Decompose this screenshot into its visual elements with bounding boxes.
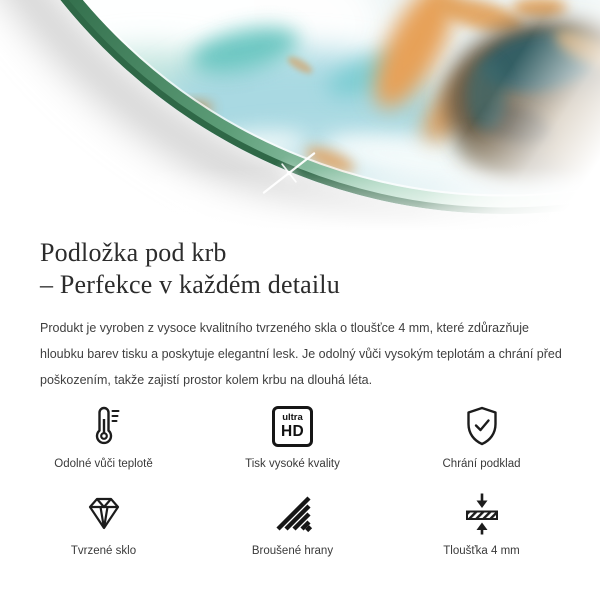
thermometer-icon <box>74 403 134 449</box>
thickness-icon <box>452 490 512 536</box>
page-title <box>40 237 560 301</box>
diamond-icon <box>74 490 134 536</box>
title-line-2: – Perfekce v každém detailu <box>40 270 340 299</box>
glass-plate-photo <box>0 0 600 232</box>
feature-label: Tisk vysoké kvality <box>245 458 340 470</box>
feature-grid <box>9 403 576 557</box>
feature-polished-edges <box>198 490 387 557</box>
title-line-1: Podložka pod krb <box>40 238 227 267</box>
feature-heat-resistant <box>9 403 198 470</box>
ultra-hd-badge-bottom: HD <box>281 422 304 440</box>
feature-label: Broušené hrany <box>251 545 334 557</box>
feature-label: Tloušťka 4 mm <box>443 545 520 557</box>
product-image <box>0 0 600 232</box>
feature-tempered-glass <box>9 490 198 557</box>
feature-label: Tvrzené sklo <box>70 545 137 557</box>
product-description: Produkt je vyroben z vysoce kvalitního tvrzeného skla o tloušťce 4 mm, které zdůrazňuje hloubku barev tisku a poskytuje elegantní lesk. Je odolný vůči vysokým teplotám a chrání před poškozením, takže zajistí prostor kolem krbu na dlouhá léta. <box>40 321 562 387</box>
feature-thickness <box>387 490 576 557</box>
beveled-edges-icon <box>263 490 323 536</box>
feature-print-quality <box>198 403 387 470</box>
ultra-hd-icon <box>263 403 323 449</box>
product-text-block <box>0 237 600 393</box>
ultra-hd-badge-top: ultra <box>282 412 303 423</box>
feature-label: Chrání podklad <box>442 458 521 470</box>
shield-check-icon <box>452 403 512 449</box>
feature-protects-surface <box>387 403 576 470</box>
feature-label: Odolné vůči teplotě <box>54 458 153 470</box>
